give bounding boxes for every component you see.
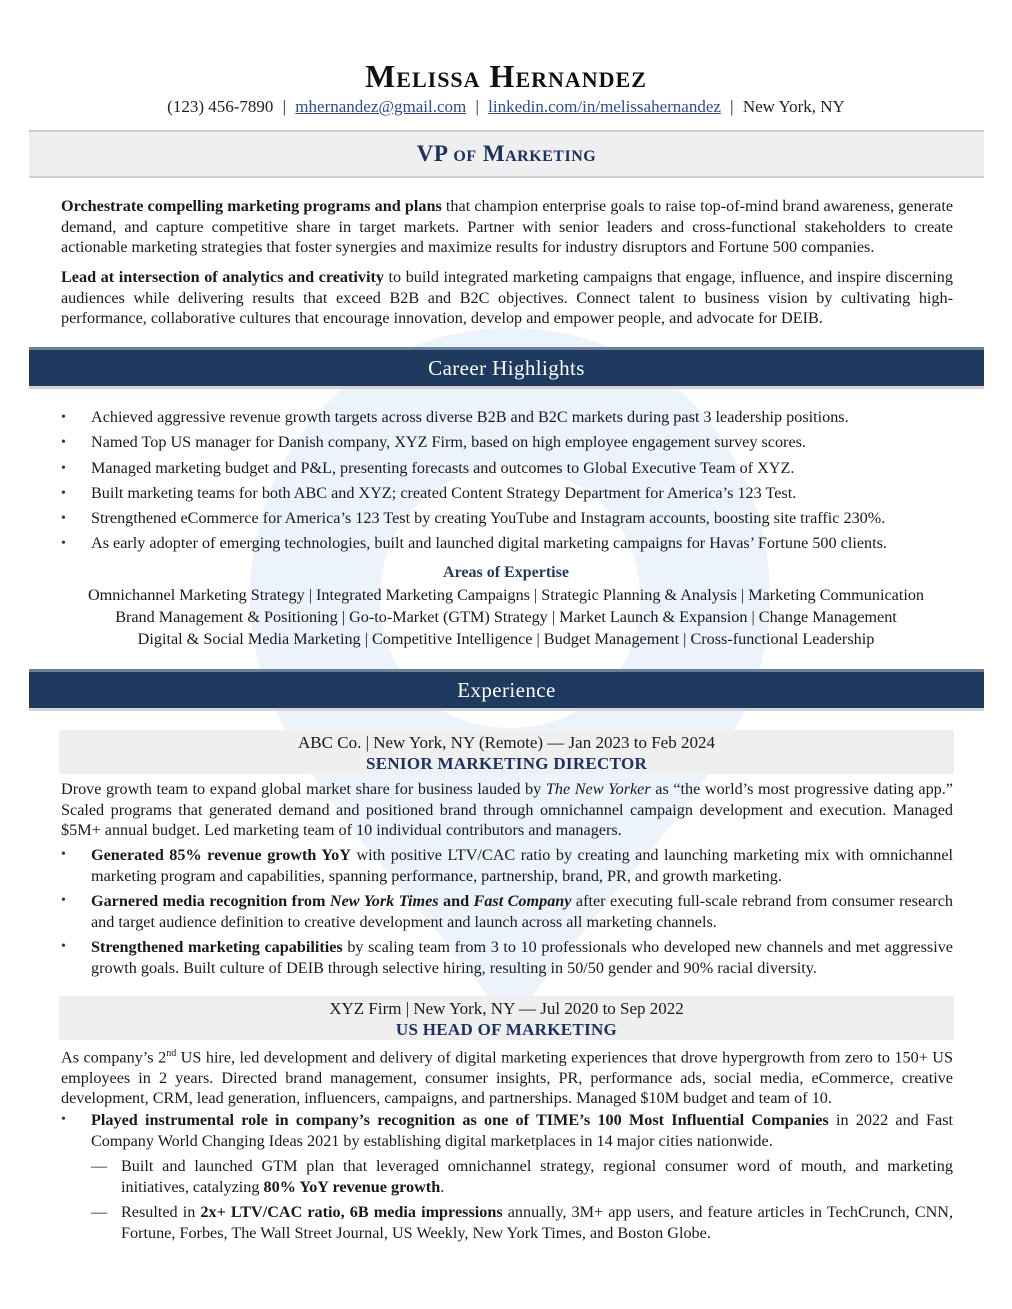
company-line: XYZ Firm | New York, NY — Jul 2020 to Sep 2022 <box>329 999 684 1018</box>
bullet: • <box>61 939 66 954</box>
dash: — <box>91 1157 108 1175</box>
highlight-text: Managed marketing budget and P&L, presenting forecasts and outcomes to Global Executive Team of XYZ. <box>91 458 795 477</box>
achievement-list <box>61 845 953 983</box>
publication-name: Fast Company <box>473 892 572 910</box>
bullet: • <box>61 536 66 552</box>
bullet: • <box>61 485 66 501</box>
bullet: • <box>61 511 66 527</box>
achievement-text: after executing full-scale rebrand from consumer research and target audience definition to creative development and launch across all marketing channels. <box>91 892 953 931</box>
achievement-text: by scaling team from 3 to 10 professionals who developed new channels and met aggressive growth goals. Built culture of DEIB through selective hiring, resulting in 50/50 gender and 90% racial diversity. <box>91 938 953 977</box>
job-header <box>59 996 954 1040</box>
highlight-text: Named Top US manager for Danish company, XYZ Firm, based on high employee engagement survey scores. <box>91 433 806 452</box>
list-item <box>61 405 961 430</box>
list-item <box>61 430 961 455</box>
role-title: US HEAD OF MARKETING <box>395 1020 618 1039</box>
phone-number: (123) 456-7890 <box>167 97 274 116</box>
ordinal-suffix: nd <box>166 1048 177 1059</box>
separator: | <box>282 97 287 116</box>
publication-name: The New Yorker <box>545 780 651 798</box>
section-title: Experience <box>457 677 556 702</box>
desc-text: As company’s 2 <box>61 1048 167 1067</box>
desc-text: US hire, led development and delivery of digital marketing experiences that drove hypergrowth from zero to 150+ US employees in 2 years. Directed brand management, consumer insights, PR, performance ads, social media, eCommerce, creative development, CRM, lead generation, influencers, campaigns, and partnerships. Managed $10M budget and team of 10. <box>61 1048 953 1108</box>
section-title: Career Highlights <box>428 355 585 380</box>
summary-paragraph <box>61 267 953 329</box>
achievement-metric: 2x+ LTV/CAC ratio, 6B media impressions <box>200 1203 503 1221</box>
summary-lead: Lead at intersection of analytics and creativity <box>61 268 384 286</box>
areas-of-expertise-title: Areas of Expertise <box>443 564 569 581</box>
achievement-lead: Strengthened marketing capabilities <box>91 938 343 956</box>
achievement-lead: and <box>438 892 474 910</box>
contact-line <box>0 97 1012 117</box>
bullet: • <box>61 410 66 425</box>
highlight-text: As early adopter of emerging technologies, built and launched digital marketing campaigns for Havas’ Fortune 500 clients. <box>91 534 887 553</box>
list-item <box>61 845 953 886</box>
company-line: ABC Co. | New York, NY (Remote) — Jan 2023 to Feb 2024 <box>298 733 715 752</box>
achievement-lead: Garnered media recognition from <box>91 892 330 910</box>
bullet: • <box>61 1112 66 1127</box>
location: New York, NY <box>742 97 845 116</box>
achievement-list <box>61 1110 953 1156</box>
achievement-text: . <box>440 1177 445 1196</box>
highlight-text: Achieved aggressive revenue growth targets across diverse B2B and B2C markets during past 3 leadership positions. <box>91 408 849 426</box>
job-description <box>61 779 953 841</box>
expertise-line: Brand Management & Positioning | Go-to-Market (GTM) Strategy | Market Launch & Expansion | Change Management <box>115 608 897 626</box>
separator: | <box>730 97 734 116</box>
separator: | <box>475 97 479 116</box>
summary-text: that champion enterprise goals to raise top-of-mind brand awareness, generate demand, and capture competitive share in target markets. Partner with senior leaders and cross-functional stakeholders to create actionable marketing strategies that foster synergies and maximize results for industry disruptors and Fortune 500 companies. <box>61 197 954 256</box>
achievement-text: in 2022 and Fast Company World Changing Ideas 2021 by establishing digital marketplaces in 14 major cities nationwide. <box>91 1111 953 1150</box>
section-header-career-highlights <box>29 347 984 389</box>
list-item <box>61 1110 953 1151</box>
summary-text: to build integrated marketing campaigns that engage, influence, and inspire discerning audiences while delivering results that exceed B2B and B2C objectives. Connect talent to business vision by cultivating high-performance, collaborative cultures that encourage innovation, develop and empower people, and advocate for DEIB. <box>61 268 953 327</box>
career-highlights-list <box>61 405 961 557</box>
list-item <box>91 1202 953 1243</box>
achievement-text: Built and launched GTM plan that leveraged omnichannel strategy, regional consumer word of mouth, and marketing initiatives, catalyzing <box>121 1157 953 1196</box>
list-item <box>61 937 953 978</box>
summary-lead: Orchestrate compelling marketing programs and plans <box>61 197 442 215</box>
job-description <box>61 1044 953 1109</box>
list-item <box>61 506 961 531</box>
list-item <box>61 481 961 506</box>
linkedin-link[interactable]: linkedin.com/in/melissahernandez <box>488 97 721 116</box>
achievement-text: annually, 3M+ app users, and feature articles in TechCrunch, CNN, Fortune, Forbes, The Wall Street Journal, US Weekly, New York Times, and Boston Globe. <box>121 1203 953 1242</box>
desc-text: Drove growth team to expand global market share for business lauded by <box>61 780 546 798</box>
list-item <box>61 456 961 481</box>
achievement-lead: Played instrumental role in company’s recognition as one of TIME’s 100 Most Influential Companies <box>91 1111 829 1129</box>
list-item <box>91 1156 953 1197</box>
job-title: VP of Marketing <box>416 141 597 166</box>
email-link[interactable]: mhernandez@gmail.com <box>295 97 467 116</box>
achievement-metric: 80% YoY revenue growth <box>263 1177 441 1196</box>
summary-paragraph <box>61 196 953 258</box>
highlight-text: Strengthened eCommerce for America’s 123 Test by creating YouTube and Instagram accounts, boosting site traffic 230%. <box>91 509 886 528</box>
list-item <box>61 891 953 932</box>
sub-achievement-list <box>91 1156 953 1248</box>
publication-name: New York Times <box>329 892 439 910</box>
bullet: • <box>61 460 66 476</box>
role-title: SENIOR MARKETING DIRECTOR <box>365 754 648 773</box>
expertise-line: Omnichannel Marketing Strategy | Integrated Marketing Campaigns | Strategic Planning & Analysis | Marketing Communication <box>87 586 925 604</box>
job-header <box>59 730 954 774</box>
candidate-name: Melissa Hernandez <box>365 58 647 94</box>
list-item <box>61 531 961 556</box>
job-title-bar <box>29 130 984 178</box>
bullet: • <box>61 435 66 451</box>
achievement-text: with positive LTV/CAC ratio by creating and launching marketing mix with omnichannel marketing program and capabilities, spanning performance, partnership, brand, PR, and growth marketing. <box>91 846 954 885</box>
dash: — <box>91 1203 108 1221</box>
achievement-text: Resulted in <box>121 1203 201 1221</box>
highlight-text: Built marketing teams for both ABC and XYZ; created Content Strategy Department for America’s 123 Test. <box>91 483 797 502</box>
bullet: • <box>61 893 66 908</box>
desc-text: as “the world’s most progressive dating app.” Scaled programs that generated demand and positioned brand through omnichannel campaign development and execution. Managed $5M+ annual budget. Led marketing team of 10 individual contributors and managers. <box>61 780 953 839</box>
bullet: • <box>61 847 66 862</box>
expertise-line: Digital & Social Media Marketing | Competitive Intelligence | Budget Management | Cross-functional Leadership <box>137 630 875 648</box>
achievement-lead: Generated 85% revenue growth YoY <box>91 846 351 864</box>
section-header-experience <box>29 669 984 711</box>
